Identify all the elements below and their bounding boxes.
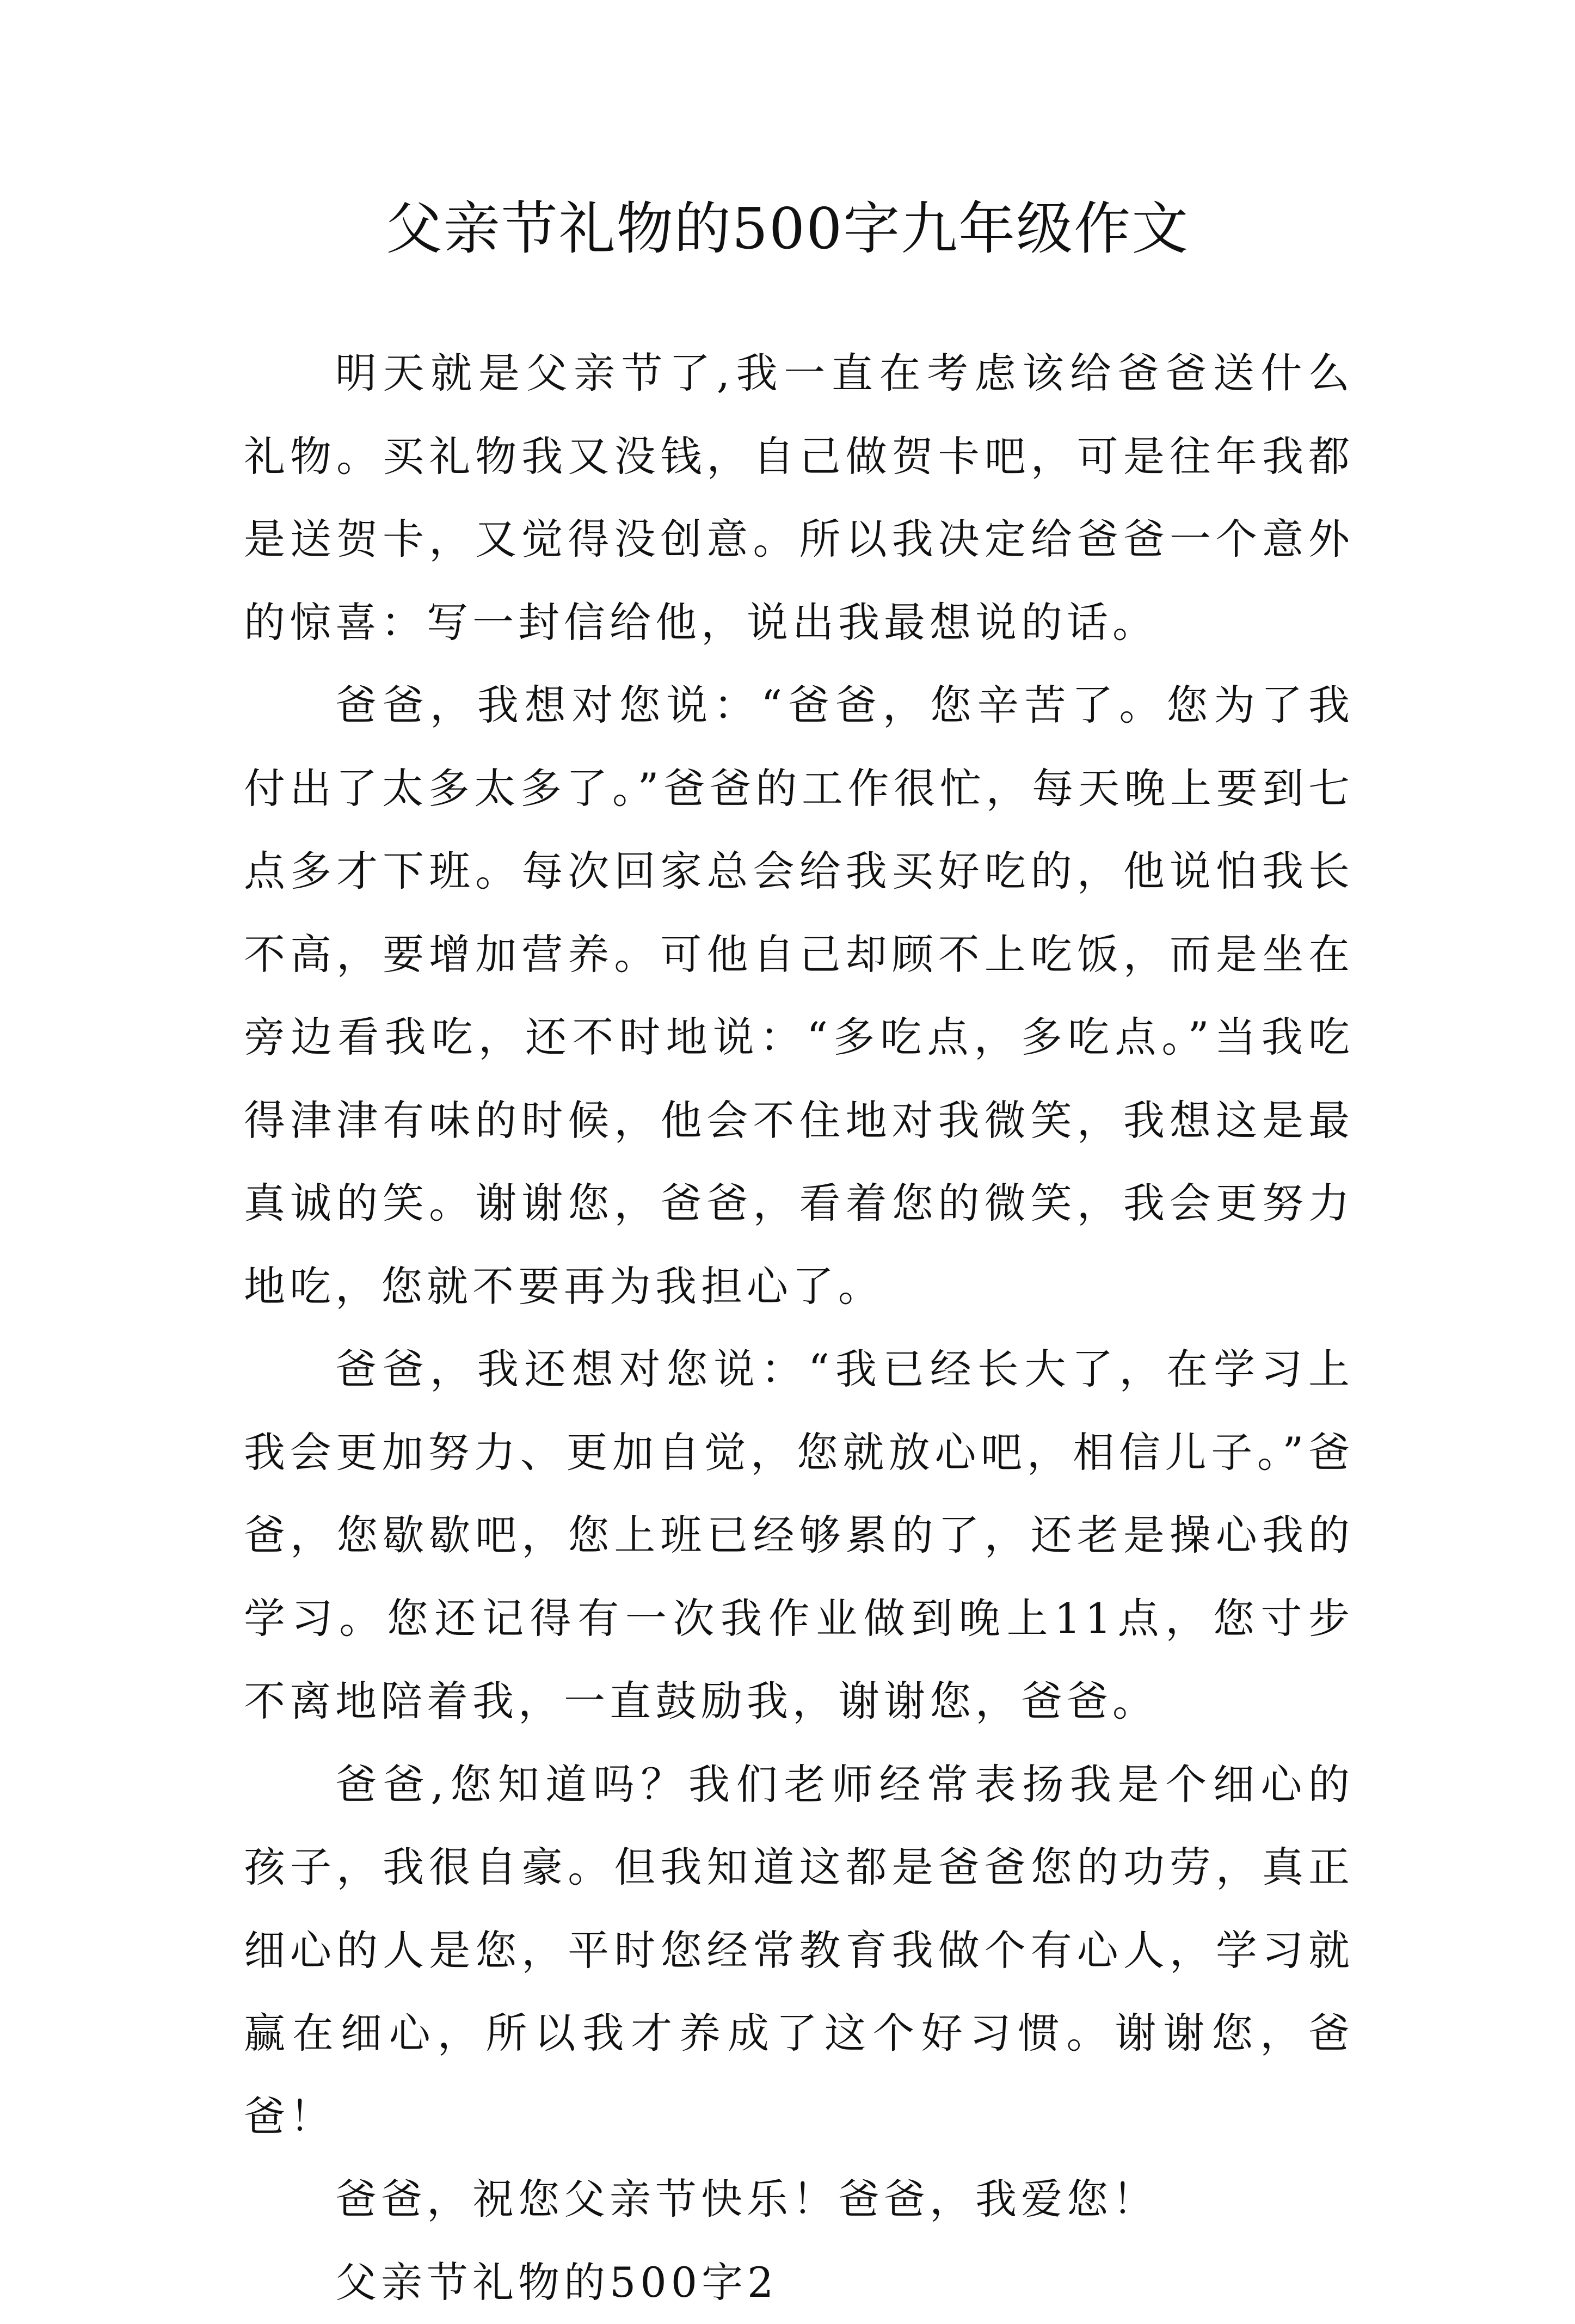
document-title: 父亲节礼物的500字九年级作文 (0, 193, 1575, 264)
paragraph-2: 爸爸，我想对您说：“爸爸，您辛苦了。您为了我付出了太多太多了。”爸爸的工作很忙，每天晚上要到七点多才下班。每次回家总会给我买好吃的，他说怕我长不高，要增加营养。可他自己却顾不上吃饭，而是坐在旁边看我吃，还不时地说：“多吃点，多吃点。”当我吃得津津有味的时候，他会不住地对我微笑，我想这是最真诚的笑。谢谢您，爸爸，看着您的微笑，我会更努力地吃，您就不要再为我担心了。 (244, 664, 1354, 1328)
paragraph-6: 父亲节礼物的500字2 (244, 2241, 1354, 2324)
paragraph-1: 明天就是父亲节了,我一直在考虑该给爸爸送什么礼物。买礼物我又没钱，自己做贺卡吧，可是往年我都是送贺卡，又觉得没创意。所以我决定给爸爸一个意外的惊喜：写一封信给他，说出我最想说的话。 (244, 332, 1354, 664)
paragraph-4: 爸爸,您知道吗？我们老师经常表扬我是个细心的孩子，我很自豪。但我知道这都是爸爸您的功劳，真正细心的人是您，平时您经常教育我做个有心人，学习就赢在细心，所以我才养成了这个好习惯。谢谢您，爸爸！ (244, 1743, 1354, 2159)
document-body (244, 332, 1354, 2324)
paragraph-3: 爸爸，我还想对您说：“我已经长大了，在学习上我会更加努力、更加自觉，您就放心吧，相信儿子。”爸爸，您歇歇吧，您上班已经够累的了，还老是操心我的学习。您还记得有一次我作业做到晚上11点，您寸步不离地陪着我，一直鼓励我，谢谢您，爸爸。 (244, 1328, 1354, 1743)
paragraph-5: 爸爸，祝您父亲节快乐！爸爸，我爱您！ (244, 2158, 1354, 2241)
